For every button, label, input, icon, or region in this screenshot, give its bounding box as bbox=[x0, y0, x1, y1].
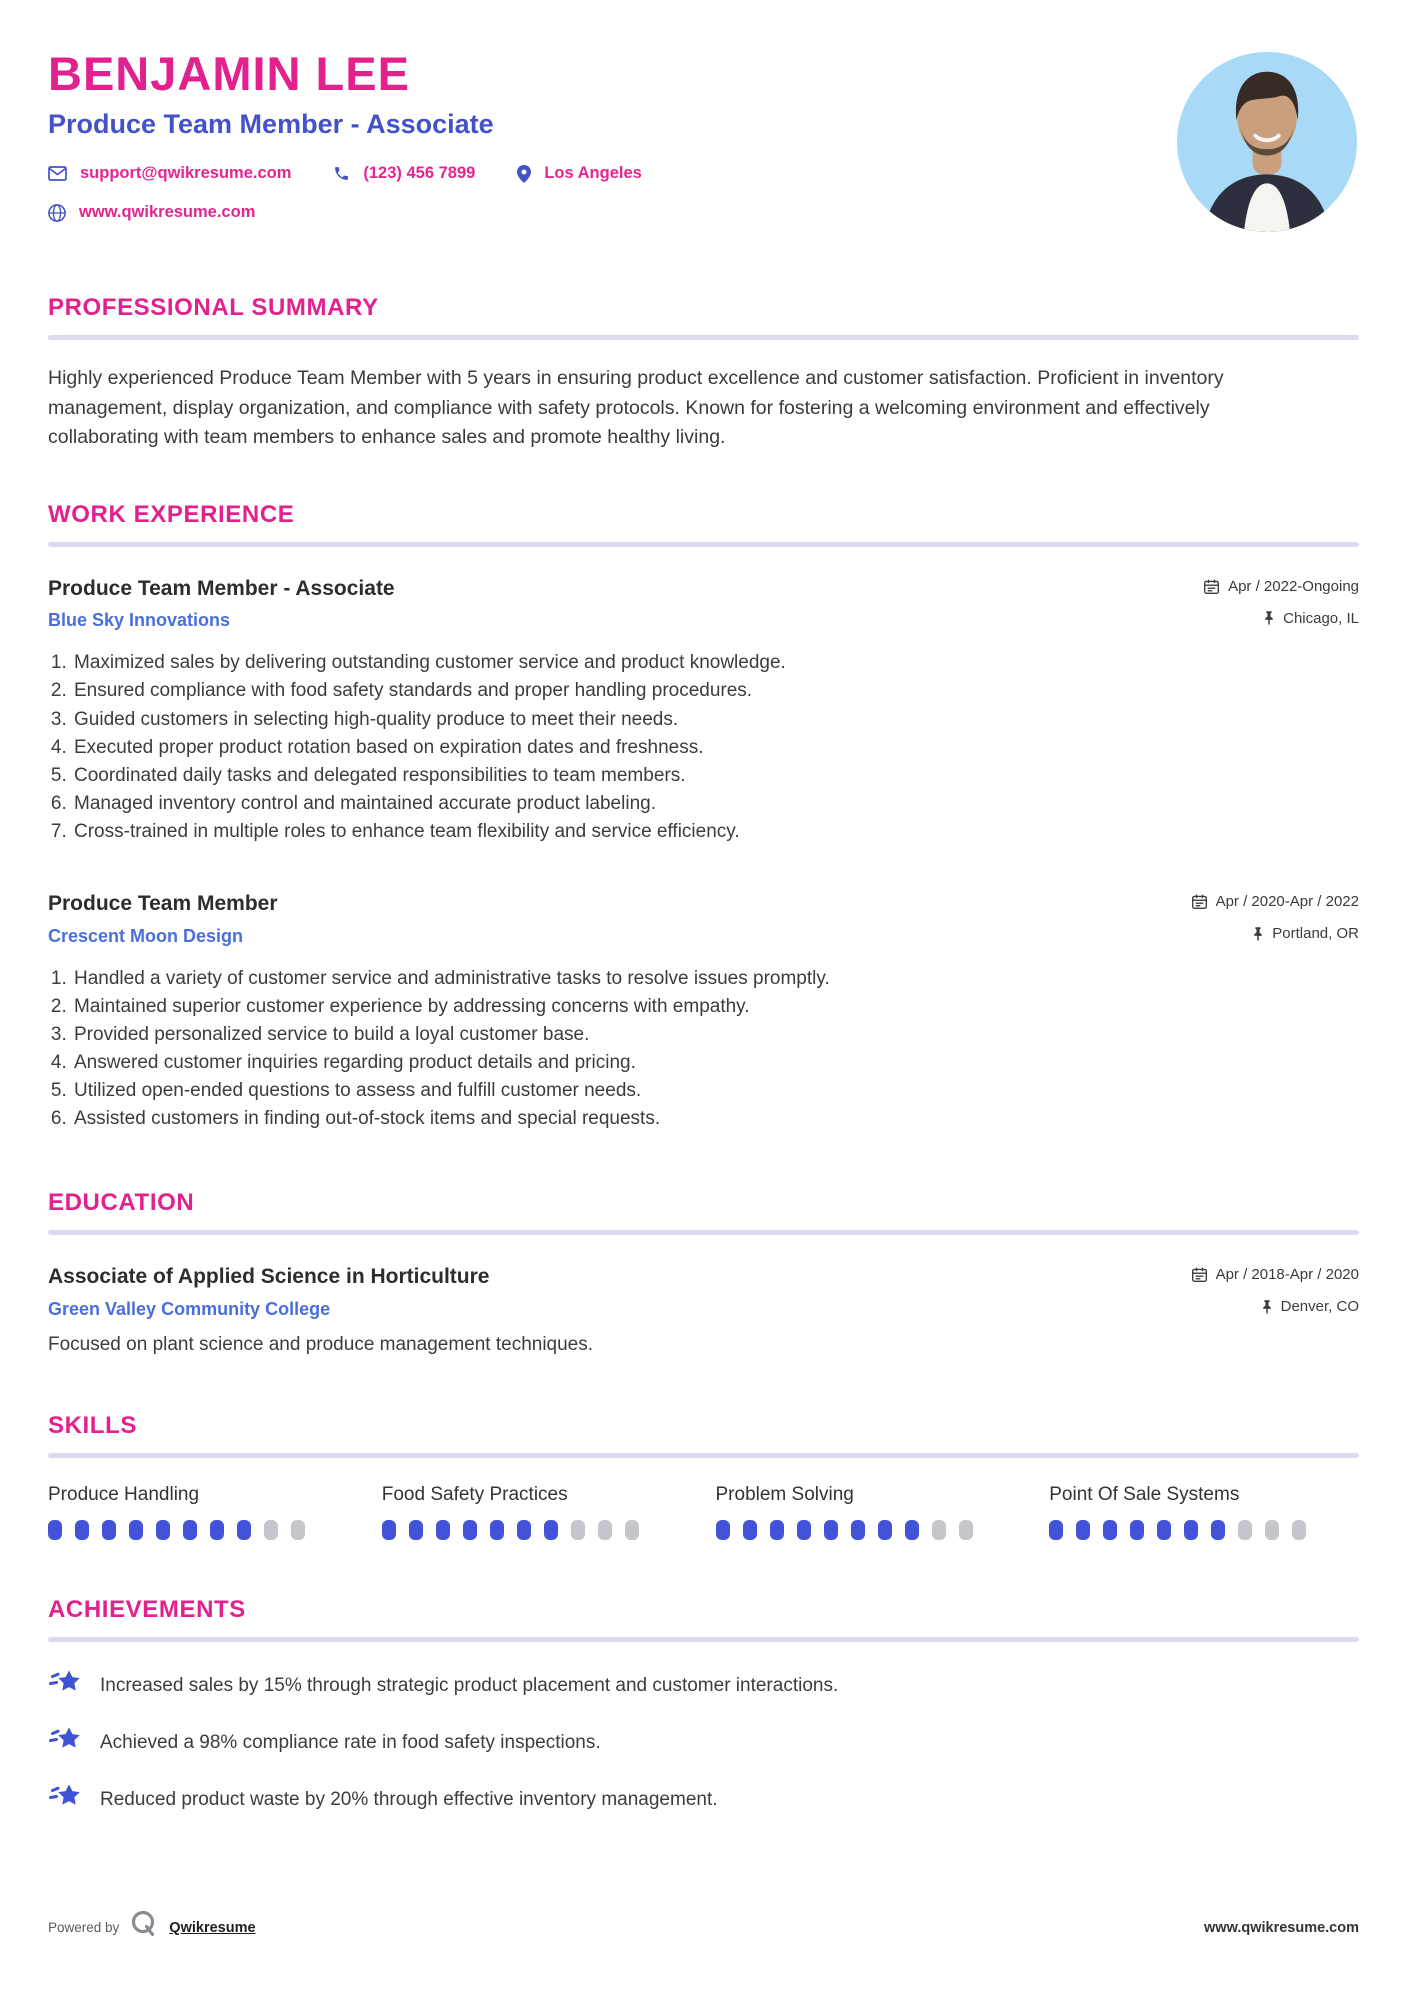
skill-dot-empty bbox=[571, 1520, 585, 1540]
skill-label: Problem Solving bbox=[715, 1483, 854, 1505]
skill-dot-filled bbox=[1076, 1520, 1090, 1540]
education-location bbox=[1261, 1298, 1359, 1315]
job-bullet: 7. Cross-trained in multiple roles to enhance team flexibility and service efficiency. bbox=[72, 818, 1359, 846]
skill-dot-filled bbox=[436, 1520, 450, 1540]
job-title: Produce Team Member bbox=[48, 892, 278, 916]
achievement-item bbox=[48, 1782, 1359, 1818]
footer-website: www.qwikresume.com bbox=[1204, 1919, 1359, 1936]
job-bullet: 1. Maximized sales by delivering outstanding customer service and product knowledge. bbox=[72, 649, 1359, 677]
contact-phone[interactable] bbox=[333, 164, 475, 183]
skill-rating bbox=[716, 1520, 1026, 1540]
education-location-text: Denver, CO bbox=[1280, 1298, 1359, 1316]
section-divider bbox=[48, 335, 1359, 340]
skill-dot-filled bbox=[1184, 1520, 1198, 1540]
skill-dot-empty bbox=[1265, 1520, 1279, 1540]
calendar-icon bbox=[1203, 578, 1220, 595]
skill-dot-filled bbox=[878, 1520, 892, 1540]
job-bullet: 2. Ensured compliance with food safety standards and proper handling procedures. bbox=[72, 677, 1359, 705]
candidate-title: Produce Team Member - Associate bbox=[48, 109, 494, 139]
education-date bbox=[1191, 1266, 1359, 1283]
achievements-list bbox=[48, 1668, 1359, 1818]
education-description: Focused on plant science and produce management techniques. bbox=[48, 1333, 594, 1355]
job-bullet: 3. Guided customers in selecting high-quality produce to meet their needs. bbox=[72, 706, 1359, 734]
job-date-text: Apr / 2022-Ongoing bbox=[1228, 577, 1359, 595]
job-location-text: Chicago, IL bbox=[1283, 609, 1359, 627]
q-ring-icon bbox=[129, 1909, 159, 1946]
achievement-item bbox=[48, 1725, 1359, 1761]
calendar-icon bbox=[1191, 893, 1208, 910]
skill-dot-filled bbox=[905, 1520, 919, 1540]
skill-dot-filled bbox=[851, 1520, 865, 1540]
section-title: PROFESSIONAL SUMMARY bbox=[48, 294, 379, 321]
job-bullet: 2. Maintained superior customer experience by addressing concerns with empathy. bbox=[72, 993, 1359, 1021]
section-title: SKILLS bbox=[48, 1411, 137, 1439]
skills-grid bbox=[48, 1484, 1359, 1540]
skill-label: Produce Handling bbox=[48, 1483, 200, 1505]
job-entry-2 bbox=[48, 892, 1359, 1133]
skill-dot-empty bbox=[1238, 1520, 1252, 1540]
job-date bbox=[1191, 893, 1359, 910]
achievement-text: Reduced product waste by 20% through effective inventory management. bbox=[100, 1788, 718, 1810]
section-work-experience bbox=[48, 501, 1359, 1133]
job-location-text: Portland, OR bbox=[1272, 925, 1359, 943]
skill-dot-filled bbox=[1103, 1520, 1117, 1540]
contact-location-text: Los Angeles bbox=[544, 164, 642, 182]
job-bullet: 4. Answered customer inquiries regarding product details and pricing. bbox=[72, 1049, 1359, 1077]
section-education bbox=[48, 1189, 1359, 1356]
avatar bbox=[1177, 52, 1357, 232]
job-location bbox=[1263, 610, 1359, 627]
skill-dot-filled bbox=[824, 1520, 838, 1540]
skill-dot-empty bbox=[625, 1520, 639, 1540]
powered-by bbox=[48, 1909, 256, 1946]
summary-text: Highly experienced Produce Team Member with 5 years in ensuring product excellence and customer satisfaction. Proficient in inventory management, display organization, and compliance with safety protocols. Known for fostering a welcoming environment and effectively collaborating with team members to enhance sales and promote healthy living. bbox=[48, 367, 1224, 449]
job-date-text: Apr / 2020-Apr / 2022 bbox=[1215, 893, 1359, 911]
section-title: ACHIEVEMENTS bbox=[48, 1595, 246, 1623]
skill-dot-filled bbox=[716, 1520, 730, 1540]
job-location bbox=[1252, 925, 1359, 942]
skill-dot-filled bbox=[382, 1520, 396, 1540]
job-company-link[interactable]: Crescent Moon Design bbox=[48, 925, 244, 946]
shooting-star-icon bbox=[48, 1725, 82, 1761]
skill-dot-filled bbox=[1130, 1520, 1144, 1540]
section-professional-summary bbox=[48, 294, 1359, 453]
skill-dot-empty bbox=[291, 1520, 305, 1540]
skill-dot-filled bbox=[490, 1520, 504, 1540]
skill-rating bbox=[382, 1520, 692, 1540]
job-bullet: 6. Assisted customers in finding out-of-stock items and special requests. bbox=[72, 1105, 1359, 1133]
brand-link[interactable]: Qwikresume bbox=[169, 1919, 256, 1936]
contact-email-text: support@qwikresume.com bbox=[80, 164, 292, 182]
phone-icon bbox=[333, 165, 350, 182]
skill-label: Point Of Sale Systems bbox=[1049, 1483, 1240, 1505]
skill-dot-filled bbox=[517, 1520, 531, 1540]
skill-dot-filled bbox=[1211, 1520, 1225, 1540]
shooting-star-icon bbox=[48, 1668, 82, 1704]
skill-dot-filled bbox=[743, 1520, 757, 1540]
section-divider bbox=[48, 1453, 1359, 1458]
achievement-item bbox=[48, 1668, 1359, 1704]
skill-dot-filled bbox=[1157, 1520, 1171, 1540]
contact-location bbox=[517, 164, 642, 183]
skill-item bbox=[1049, 1484, 1359, 1540]
avatar-illustration bbox=[1177, 52, 1357, 232]
pushpin-icon bbox=[1263, 610, 1275, 626]
skill-dot-filled bbox=[102, 1520, 116, 1540]
section-title: EDUCATION bbox=[48, 1189, 195, 1217]
job-title: Produce Team Member - Associate bbox=[48, 576, 395, 600]
skill-rating bbox=[1049, 1520, 1359, 1540]
skill-item bbox=[382, 1484, 692, 1540]
skill-dot-filled bbox=[129, 1520, 143, 1540]
skill-dot-empty bbox=[1292, 1520, 1306, 1540]
education-entry bbox=[48, 1265, 1359, 1356]
skill-dot-filled bbox=[544, 1520, 558, 1540]
job-bullet: 1. Handled a variety of customer service and administrative tasks to resolve issues promptly. bbox=[72, 965, 1359, 993]
map-pin-icon bbox=[517, 165, 531, 183]
skill-item bbox=[48, 1484, 358, 1540]
skill-dot-filled bbox=[183, 1520, 197, 1540]
header bbox=[48, 46, 1359, 238]
section-divider bbox=[48, 1230, 1359, 1235]
skill-dot-empty bbox=[264, 1520, 278, 1540]
achievement-text: Increased sales by 15% through strategic product placement and customer interactions. bbox=[100, 1674, 839, 1696]
skill-dot-filled bbox=[156, 1520, 170, 1540]
job-bullet: 6. Managed inventory control and maintained accurate product labeling. bbox=[72, 790, 1359, 818]
school-link[interactable]: Green Valley Community College bbox=[48, 1298, 331, 1319]
job-bullet: 5. Coordinated daily tasks and delegated responsibilities to team members. bbox=[72, 762, 1359, 790]
pushpin-icon bbox=[1261, 1299, 1273, 1315]
contact-website-text: www.qwikresume.com bbox=[79, 203, 256, 221]
job-bullet: 5. Utilized open-ended questions to assess and fulfill customer needs. bbox=[72, 1077, 1359, 1105]
footer bbox=[48, 1909, 1359, 1946]
skill-dot-filled bbox=[463, 1520, 477, 1540]
achievement-text: Achieved a 98% compliance rate in food safety inspections. bbox=[100, 1731, 601, 1753]
degree-title: Associate of Applied Science in Horticulture bbox=[48, 1265, 490, 1289]
skill-rating bbox=[48, 1520, 358, 1540]
powered-by-label: Powered by bbox=[48, 1920, 120, 1935]
globe-icon bbox=[48, 204, 66, 222]
job-date bbox=[1203, 578, 1359, 595]
education-date-text: Apr / 2018-Apr / 2020 bbox=[1215, 1266, 1359, 1284]
section-divider bbox=[48, 1637, 1359, 1642]
contact-row-1 bbox=[48, 164, 1359, 183]
job-bullet: 3. Provided personalized service to build a loyal customer base. bbox=[72, 1021, 1359, 1049]
skill-dot-filled bbox=[75, 1520, 89, 1540]
job-bullet: 4. Executed proper product rotation based on expiration dates and freshness. bbox=[72, 734, 1359, 762]
shooting-star-icon bbox=[48, 1782, 82, 1818]
skill-dot-filled bbox=[48, 1520, 62, 1540]
job-entry-1 bbox=[48, 577, 1359, 846]
contact-phone-text: (123) 456 7899 bbox=[363, 164, 476, 182]
pushpin-icon bbox=[1252, 926, 1264, 942]
calendar-icon bbox=[1191, 1266, 1208, 1283]
skill-dot-empty bbox=[959, 1520, 973, 1540]
skill-dot-filled bbox=[770, 1520, 784, 1540]
job-bullet-list bbox=[48, 965, 1359, 1134]
section-skills bbox=[48, 1412, 1359, 1540]
skill-dot-filled bbox=[797, 1520, 811, 1540]
skill-dot-filled bbox=[1049, 1520, 1063, 1540]
contact-row-2 bbox=[48, 203, 1359, 222]
section-title: WORK EXPERIENCE bbox=[48, 500, 295, 528]
candidate-name: BENJAMIN LEE bbox=[48, 47, 410, 100]
contact-email[interactable] bbox=[48, 164, 291, 183]
skill-dot-empty bbox=[598, 1520, 612, 1540]
skill-dot-empty bbox=[932, 1520, 946, 1540]
skill-dot-filled bbox=[409, 1520, 423, 1540]
skill-dot-filled bbox=[237, 1520, 251, 1540]
skill-item bbox=[716, 1484, 1026, 1540]
contact-website[interactable] bbox=[48, 203, 255, 222]
skill-label: Food Safety Practices bbox=[381, 1483, 568, 1505]
section-divider bbox=[48, 542, 1359, 547]
envelope-icon bbox=[48, 166, 67, 181]
job-bullet-list bbox=[48, 649, 1359, 846]
section-achievements bbox=[48, 1596, 1359, 1818]
job-company-link[interactable]: Blue Sky Innovations bbox=[48, 610, 231, 631]
skill-dot-filled bbox=[210, 1520, 224, 1540]
